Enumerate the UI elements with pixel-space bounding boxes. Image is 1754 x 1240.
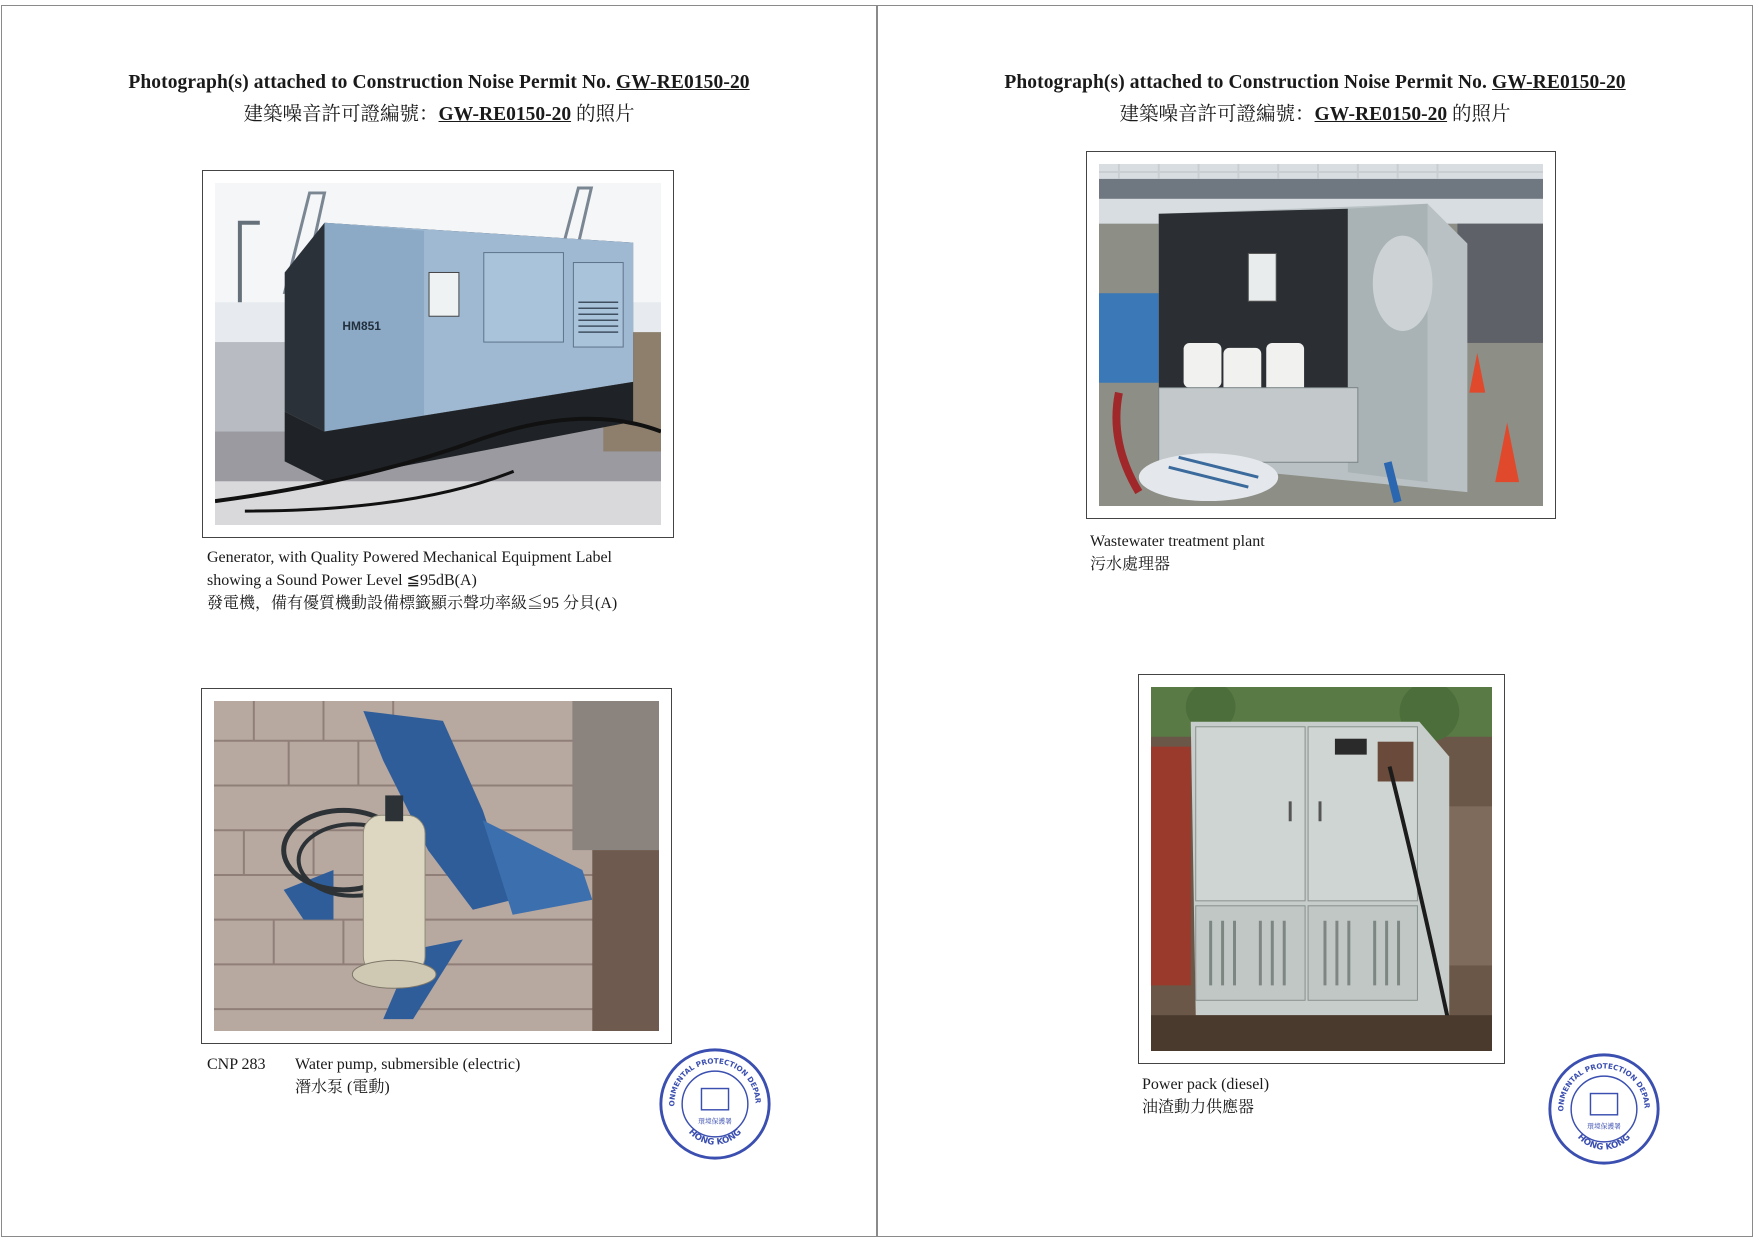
water-pump-image — [214, 701, 659, 1031]
caption-line: Wastewater treatment plant — [1090, 533, 1265, 550]
caption-line: 發電機，備有優質機動設備標籤顯示聲功率級≦95 分貝(A) — [207, 595, 618, 612]
page-right — [877, 5, 1753, 1237]
header-zh-suffix: 的照片 — [1447, 104, 1511, 125]
caption-line: Power pack (diesel) — [1142, 1076, 1270, 1093]
wastewater-plant-image — [1099, 164, 1543, 506]
wastewater-plant-photo — [1086, 151, 1556, 519]
stamp-seal-icon — [1546, 1051, 1662, 1167]
permit-number-zh: GW-RE0150-20 — [438, 104, 572, 125]
power-pack-image — [1151, 687, 1492, 1051]
power-pack-caption — [1142, 1073, 1269, 1119]
caption-line: Water pump, submersible (electric) — [295, 1056, 521, 1073]
generator-image — [215, 183, 661, 525]
stamp-bottom-text: HONG KONG — [686, 1127, 744, 1148]
page-header — [2, 72, 876, 126]
permit-number-zh: GW-RE0150-20 — [1314, 104, 1448, 125]
power-pack-photo — [1138, 674, 1505, 1064]
water-pump-caption — [207, 1053, 520, 1099]
caption-line: 潛水泵 (電動) — [295, 1079, 390, 1096]
header-en-prefix: Photograph(s) attached to Construction Noise Permit No. — [1004, 72, 1492, 93]
stamp-center-text: 環境保護署 — [1587, 1122, 1621, 1131]
header-zh-suffix: 的照片 — [571, 104, 635, 125]
permit-number: GW-RE0150-20 — [1491, 72, 1626, 93]
stamp-top-text: ONMENTAL PROTECTION DEPAR — [1556, 1061, 1652, 1112]
epd-stamp — [1546, 1051, 1662, 1167]
page-left — [1, 5, 877, 1237]
header-en-prefix: Photograph(s) attached to Construction Noise Permit No. — [128, 72, 616, 93]
cnp-number: CNP 283 — [207, 1056, 266, 1073]
stamp-top-text: ONMENTAL PROTECTION DEPAR — [667, 1056, 763, 1107]
permit-number: GW-RE0150-20 — [615, 72, 750, 93]
generator-caption — [207, 546, 617, 615]
header-zh-prefix: 建築噪音許可證編號： — [1119, 104, 1315, 125]
stamp-center-text: 環境保護署 — [698, 1117, 732, 1126]
generator-model-text: HM851 — [342, 319, 381, 334]
wastewater-plant-caption — [1090, 530, 1265, 576]
caption-line: showing a Sound Power Level ≦95dB(A) — [207, 572, 477, 589]
header-zh-prefix: 建築噪音許可證編號： — [243, 104, 439, 125]
water-pump-photo — [201, 688, 672, 1044]
caption-line: 污水處理器 — [1090, 556, 1171, 573]
stamp-bottom-text: HONG KONG — [1575, 1132, 1633, 1153]
caption-line: 油渣動力供應器 — [1142, 1099, 1255, 1116]
stamp-seal-icon — [657, 1046, 773, 1162]
caption-line: Generator, with Quality Powered Mechanical Equipment Label — [207, 549, 612, 566]
page-header — [878, 72, 1752, 126]
epd-stamp — [657, 1046, 773, 1162]
generator-photo — [202, 170, 674, 538]
